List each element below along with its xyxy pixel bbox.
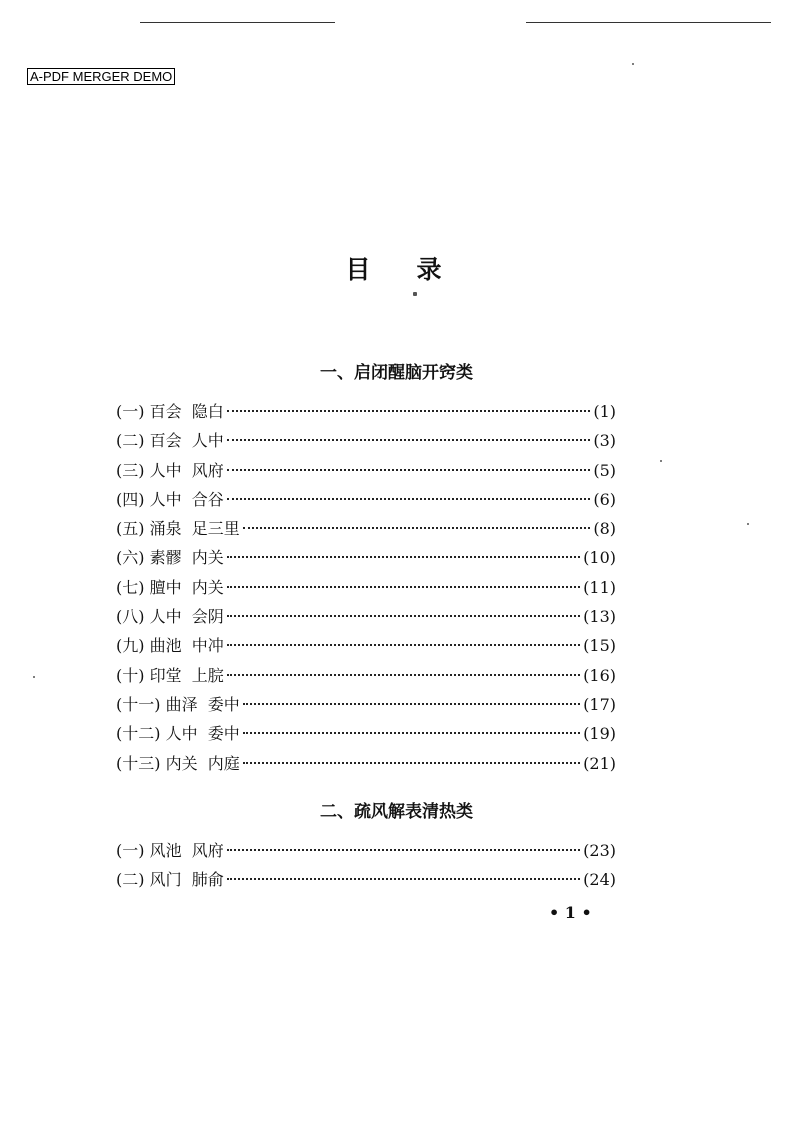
watermark-label: A-PDF MERGER DEMO: [27, 68, 175, 85]
entry-page-number: (15): [583, 636, 616, 656]
dot-leader: [227, 556, 580, 558]
entry-label: (三) 人中 风府: [116, 460, 224, 480]
scan-speck: [632, 63, 634, 65]
scan-speck: [747, 523, 749, 525]
dot-leader: [243, 732, 580, 734]
toc-entry: [116, 602, 616, 631]
entry-page-number: (17): [583, 694, 616, 714]
scan-speck: [413, 292, 417, 296]
toc-entry: [116, 836, 616, 865]
dot-leader: [243, 703, 580, 705]
dot-leader: [227, 498, 591, 500]
dot-leader: [227, 586, 580, 588]
toc-entry: [116, 426, 616, 455]
toc-entry: [116, 485, 616, 514]
toc-entry: [116, 543, 616, 572]
page-title: 目录: [345, 255, 488, 284]
entry-page-number: (23): [583, 841, 616, 860]
entry-page-number: (11): [583, 577, 616, 597]
entry-label: (十三) 内关 内庭: [116, 753, 240, 773]
dot-leader: [227, 878, 580, 880]
toc-entry: [116, 631, 616, 660]
entry-page-number: (19): [583, 724, 616, 744]
scan-speck: [660, 460, 662, 462]
entry-label: (十) 印堂 上脘: [116, 665, 224, 685]
entry-label: (十一) 曲泽 委中: [116, 694, 240, 714]
toc-entry: [116, 749, 616, 778]
toc-entry: [116, 865, 616, 894]
dot-leader: [227, 674, 580, 676]
entry-page-number: (3): [593, 431, 616, 451]
dot-leader: [243, 527, 591, 529]
entry-page-number: (16): [583, 665, 616, 685]
entry-page-number: (8): [593, 519, 616, 539]
section-heading-2: 二、疏风解表清热类: [320, 802, 473, 822]
dot-leader: [243, 762, 580, 764]
toc-entry: [116, 397, 616, 426]
entry-label: (二) 百会 人中: [116, 431, 224, 451]
dot-leader: [227, 849, 580, 851]
entry-page-number: (1): [593, 402, 616, 421]
toc-section-2: [116, 836, 616, 895]
entry-label: (六) 素髎 内关: [116, 548, 224, 568]
entry-label: (九) 曲池 中冲: [116, 636, 224, 656]
page-number-footer: • 1 •: [549, 903, 592, 922]
entry-label: (一) 风池 风府: [116, 841, 224, 860]
toc-entry: [116, 719, 616, 748]
entry-page-number: (5): [593, 460, 616, 480]
entry-label: (二) 风门 肺俞: [116, 870, 224, 890]
entry-label: (四) 人中 合谷: [116, 489, 224, 509]
entry-label: (八) 人中 会阴: [116, 607, 224, 627]
dot-leader: [227, 439, 591, 441]
dot-leader: [227, 410, 591, 412]
entry-page-number: (13): [583, 607, 616, 627]
toc-entry: [116, 456, 616, 485]
dot-leader: [227, 644, 580, 646]
dot-leader: [227, 469, 591, 471]
entry-label: (七) 膻中 内关: [116, 577, 224, 597]
entry-page-number: (10): [583, 548, 616, 568]
scan-line-right: [526, 22, 771, 23]
entry-label: (五) 涌泉 足三里: [116, 519, 240, 539]
toc-entry: [116, 690, 616, 719]
scan-line-left: [140, 22, 335, 23]
entry-page-number: (6): [593, 489, 616, 509]
dot-leader: [227, 615, 580, 617]
entry-page-number: (21): [583, 753, 616, 773]
toc-entry: [116, 661, 616, 690]
entry-label: (十二) 人中 委中: [116, 724, 240, 744]
toc-entry: [116, 514, 616, 543]
entry-label: (一) 百会 隐白: [116, 402, 224, 421]
entry-page-number: (24): [583, 870, 616, 890]
section-heading-1: 一、启闭醒脑开窍类: [320, 363, 473, 383]
scan-speck: [33, 676, 35, 678]
toc-section-1: [116, 397, 616, 778]
toc-entry: [116, 573, 616, 602]
